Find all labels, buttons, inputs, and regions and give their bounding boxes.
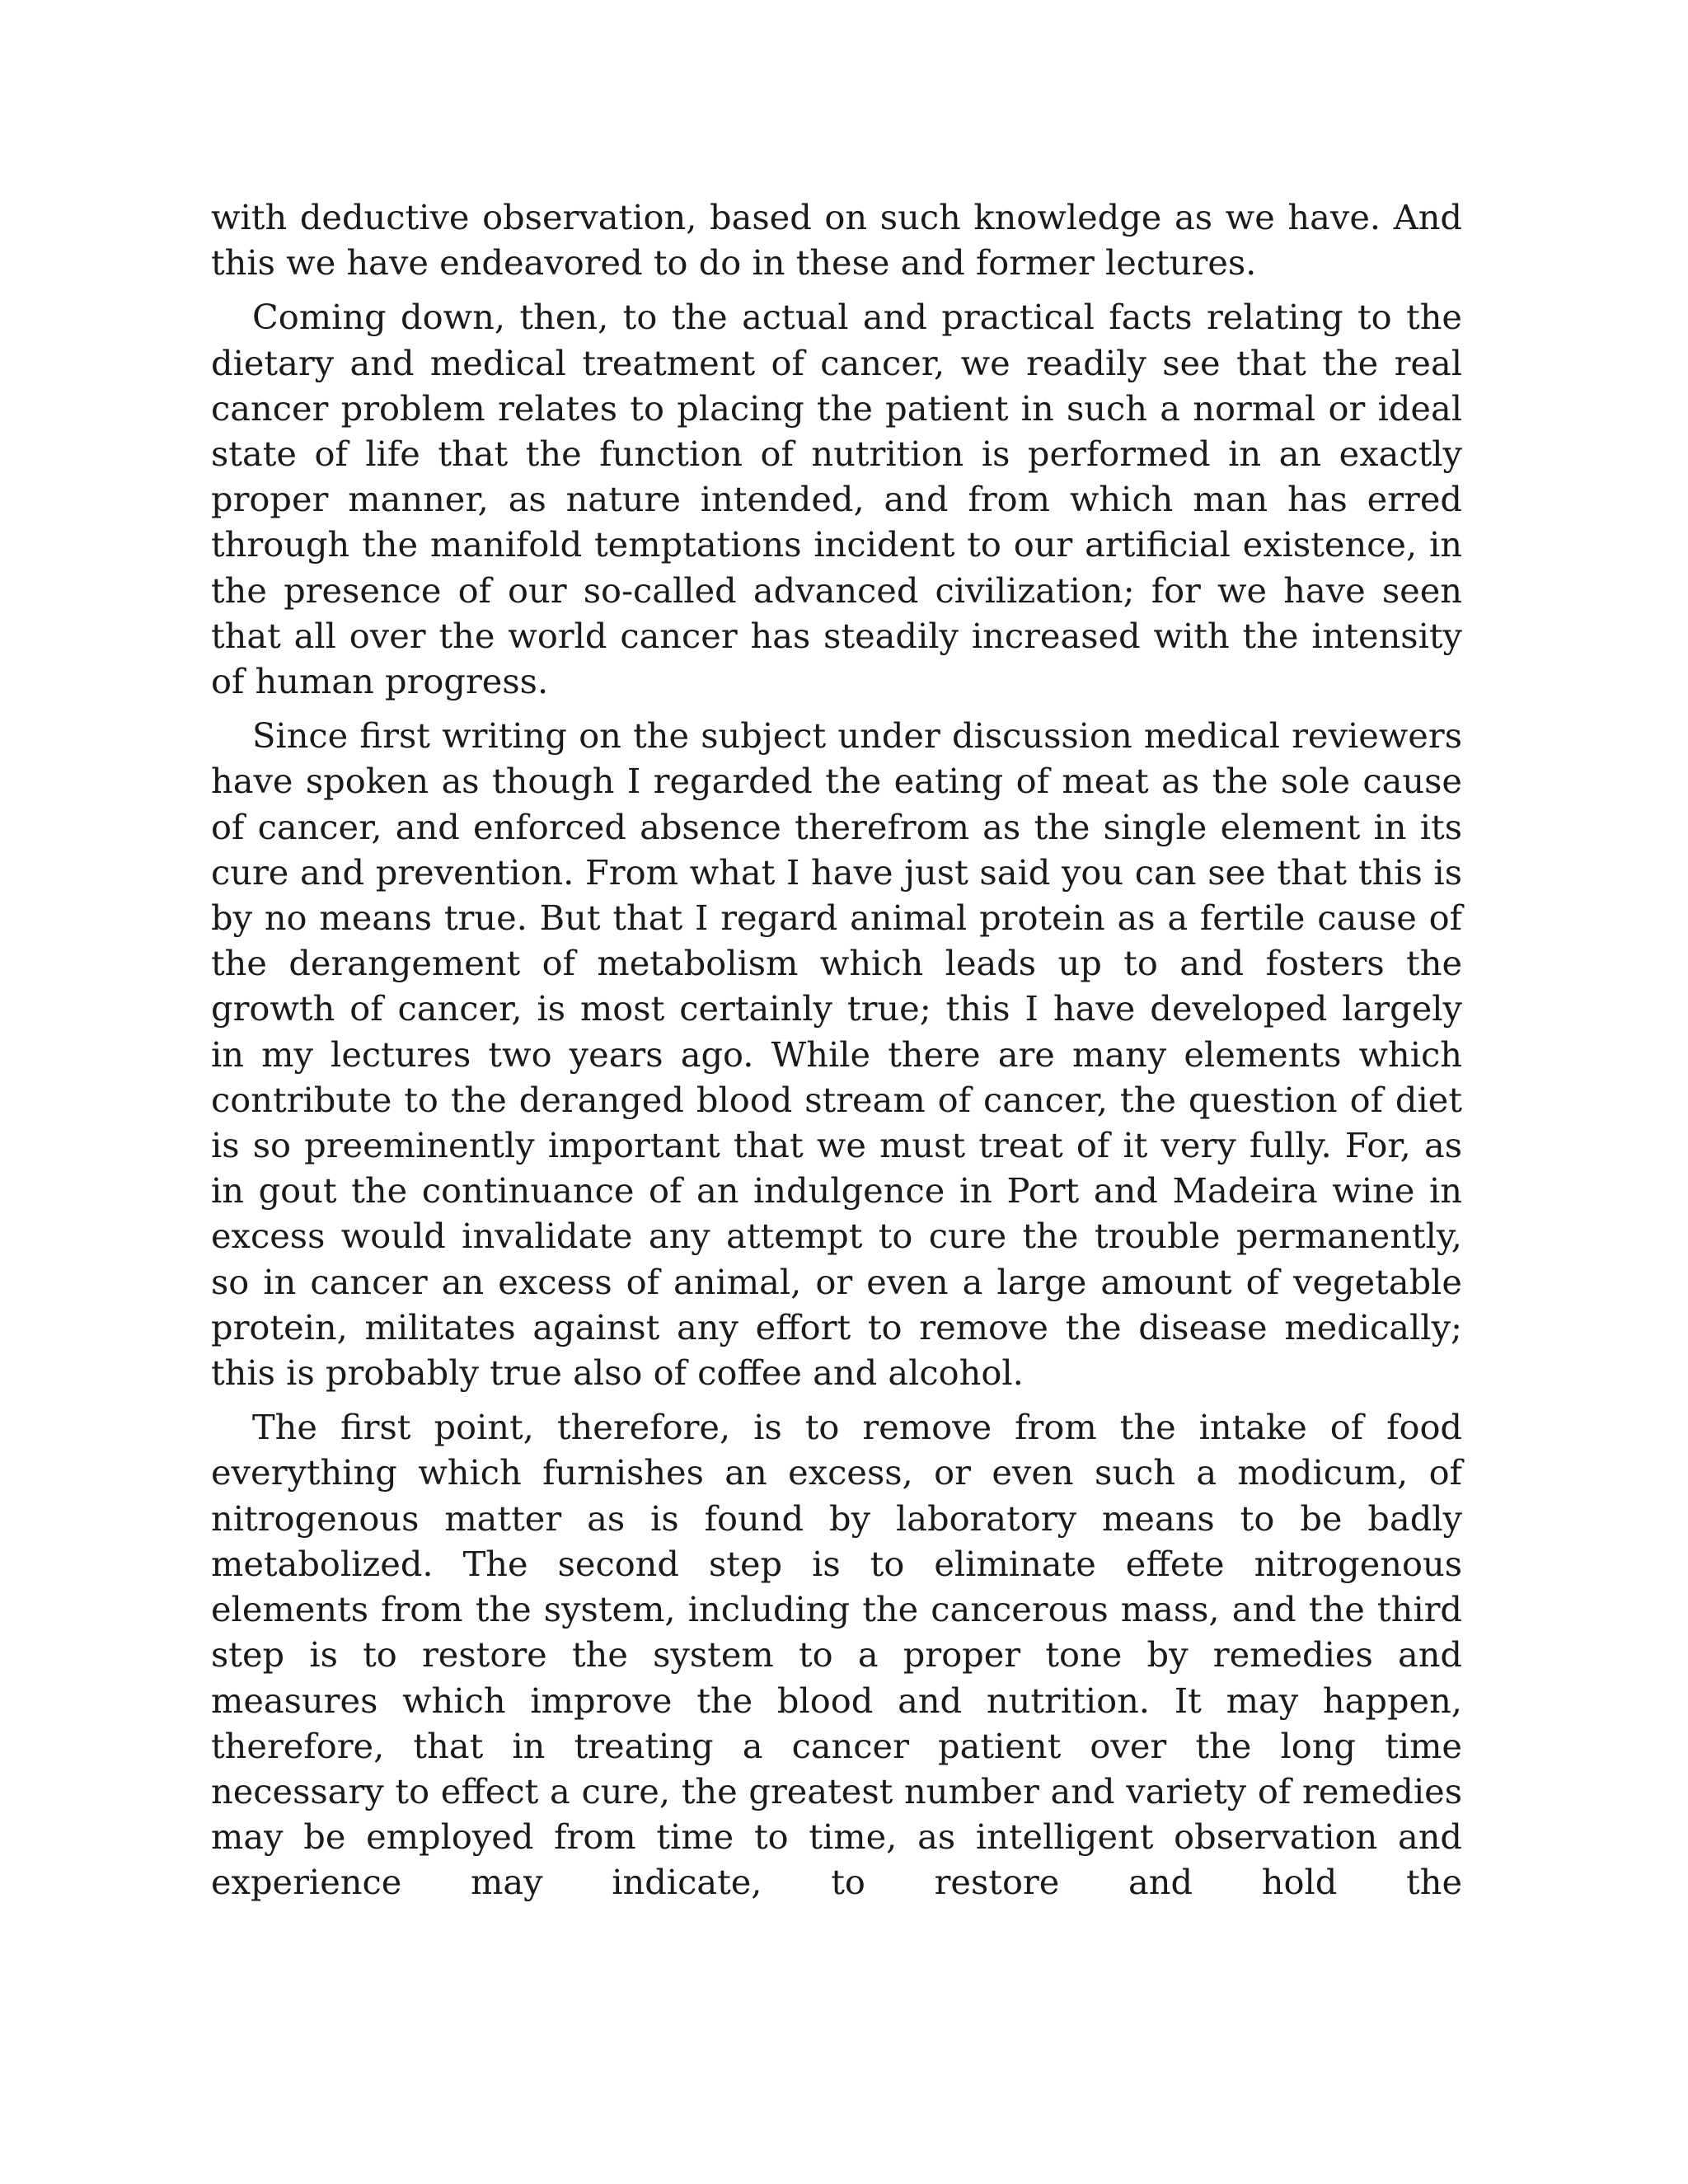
- paragraph-since-first-writing: Since first writing on the subject under discussion medical reviewers have spoken as though I regarded the eating of meat as the sole cause of cancer, and enforced absence therefrom as the single element in its cure and prevention. From what I have just said you can see that this is by no means true. But that I regard animal protein as a fertile cause of the derangement of metabolism which leads up to and fosters the growth of cancer, is most certainly true; this I have developed largely in my lectures two years ago. While there are many elements which contribute to the deranged blood stream of cancer, the question of diet is so preeminently important that we must treat of it very fully. For, as in gout the continuance of an indulgence in Port and Madeira wine in excess would invalidate any attempt to cure the trouble permanently, so in cancer an excess of animal, or even a large amount of vegetable protein, militates against any effort to remove the disease medically; this is probably true also of coffee and alcohol.: [211, 715, 1462, 1394]
- paragraph-first-point: The first point, therefore, is to remove from the intake of food everything which furnishes an excess, or even such a modicum, of nitrogenous matter as is found by laboratory means to be badly metabolized. The second step is to eliminate effete nitrogenous elements from the system, including the cancerous mass, and the third step is to restore the system to a proper tone by remedies and measures which improve the blood and nutrition. It may happen, therefore, that in treating a cancer patient over the long time necessary to effect a cure, the greatest number and variety of remedies may be employed from time to time, as intelligent observation and experience may indicate, to restore and hold the: [211, 1407, 1462, 1903]
- paragraph-continued: with deductive observation, based on such knowledge as we have. And this we have endeavored to do in these and former lectures.: [211, 197, 1462, 284]
- body-text: [211, 194, 1462, 1915]
- paragraph-coming-down: Coming down, then, to the actual and practical facts relating to the dietary and medical treatment of cancer, we readily see that the real cancer problem relates to placing the patient in such a normal or ideal state of life that the function of nutrition is performed in an exactly proper manner, as nature intended, and from which man has erred through the manifold temptations incident to our artificial existence, in the presence of our so-called advanced civilization; for we have seen that all over the world cancer has steadily increased with the intensity of human progress.: [211, 297, 1462, 702]
